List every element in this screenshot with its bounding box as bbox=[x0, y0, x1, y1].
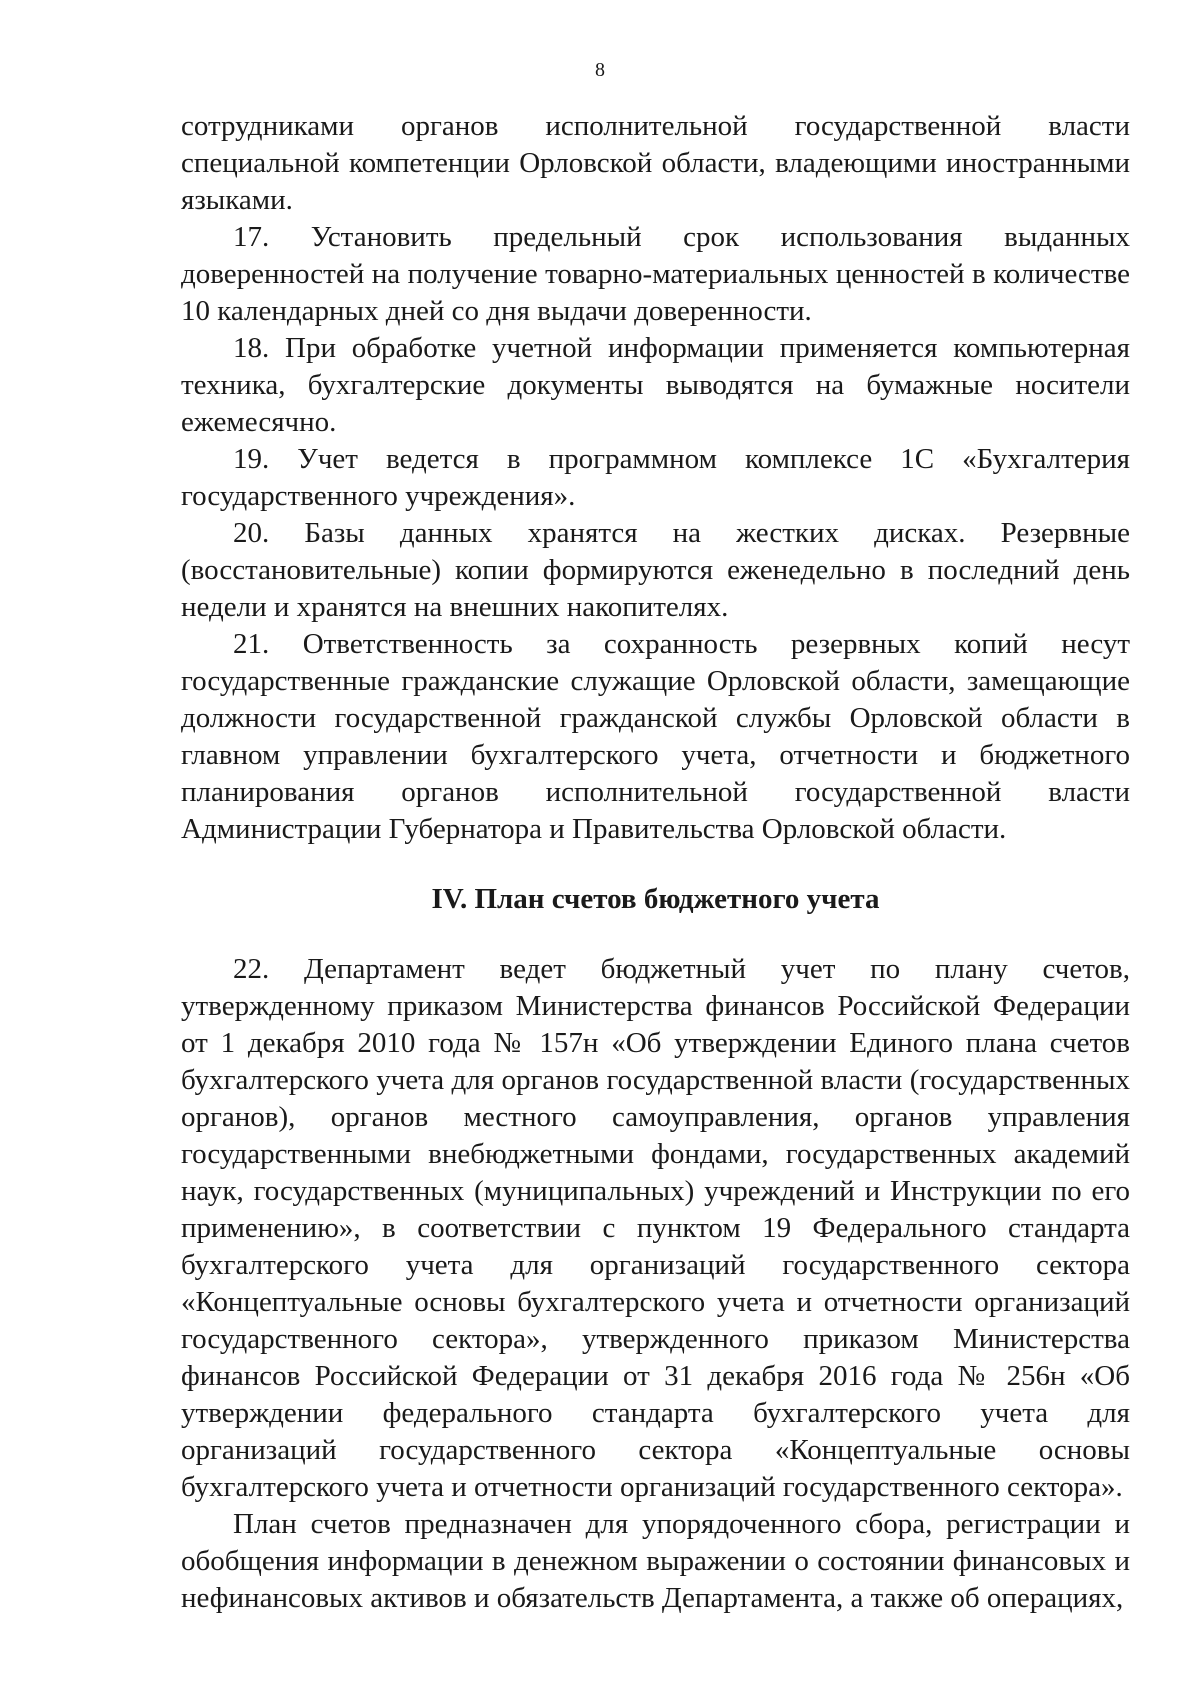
paragraph-continuation: сотрудниками органов исполнительной государственной власти специальной компетенции Орловской области, владеющими иностранными языками. bbox=[181, 110, 1130, 216]
section-title: IV. План счетов бюджетного учета bbox=[431, 883, 880, 915]
paragraph-22: 22. Департамент ведет бюджетный учет по плану счетов, утвержденному приказом Министерства финансов Российской Федерации от 1 декабря 2010 года № 157н «Об утверждении Единого плана счетов бухгалтерского учета для органов государственной власти (государственных органов), органов местного самоуправления, органов управления государственными внебюджетными фондами, государственных академий наук, государственных (муниципальных) учреждений и Инструкции по его применению», в соответствии с пунктом 19 Федерального стандарта бухгалтерского учета для организаций государственного сектора «Концептуальные основы бухгалтерского учета и отчетности организаций государственного сектора», утвержденного приказом Министерства финансов Российской Федерации от 31 декабря 2016 года № 256н «Об утверждении федерального стандарта бухгалтерского учета для организаций государственного сектора «Концептуальные основы бухгалтерского учета и отчетности организаций государственного сектора». bbox=[181, 953, 1130, 1503]
page-number: 8 bbox=[595, 59, 605, 81]
paragraph-21: 21. Ответственность за сохранность резервных копий несут государственные гражданские служащие Орловской области, замещающие должности государственной гражданской службы Орловской области в главном управлении бухгалтерского учета, отчетности и бюджетного планирования органов исполнительной государственной власти Администрации Губернатора и Правительства Орловской области. bbox=[181, 628, 1130, 845]
paragraph-19: 19. Учет ведется в программном комплексе 1С «Бухгалтерия государственного учреждения». bbox=[181, 443, 1130, 512]
paragraph-chart-of-accounts: План счетов предназначен для упорядоченного сбора, регистрации и обобщения информации в денежном выражении о состоянии финансовых и нефинансовых активов и обязательств Департамента, а также об операциях, bbox=[181, 1508, 1130, 1614]
paragraph-20: 20. Базы данных хранятся на жестких дисках. Резервные (восстановительные) копии формируются еженедельно в последний день недели и хранятся на внешних накопителях. bbox=[181, 517, 1130, 623]
paragraph-17: 17. Установить предельный срок использования выданных доверенностей на получение товарно-материальных ценностей в количестве 10 календарных дней со дня выдачи доверенности. bbox=[181, 221, 1130, 327]
document-body bbox=[181, 108, 1130, 1617]
paragraph-18: 18. При обработке учетной информации применяется компьютерная техника, бухгалтерские документы выводятся на бумажные носители ежемесячно. bbox=[181, 332, 1130, 438]
